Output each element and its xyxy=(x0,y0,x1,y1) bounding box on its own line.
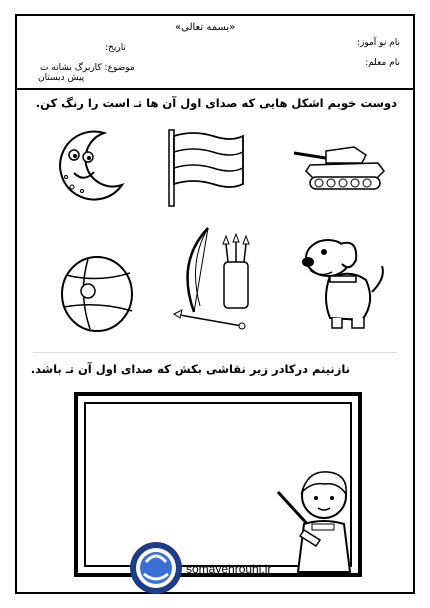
crescent-moon-icon[interactable] xyxy=(52,125,132,205)
topic-level: پیش دبستان xyxy=(38,73,85,83)
section-divider xyxy=(33,352,397,353)
tank-icon[interactable] xyxy=(292,135,388,195)
page-title: «بسمه تعالی» xyxy=(175,22,236,33)
site-watermark: somayehrouhi.ir xyxy=(186,562,272,576)
bow-and-arrows-icon[interactable] xyxy=(168,222,268,334)
student-name-label: نام نو آموز: xyxy=(356,38,400,48)
dog-icon[interactable] xyxy=(292,222,392,334)
boy-teacher-icon xyxy=(268,452,368,592)
date-label: تاریخ: xyxy=(105,43,126,53)
teacher-name-label: نام معلم: xyxy=(365,58,400,68)
header-divider xyxy=(15,88,415,90)
instruction-draw: نازنینم درکادر زیر نقاشی بکش که صدای اول آن تـ باشد. xyxy=(30,362,350,376)
flag-icon[interactable] xyxy=(163,128,249,208)
instruction-color: دوست خوبم اشکل هایی که صدای اول آن ها تـ است را رنگ کن. xyxy=(35,96,397,110)
beach-ball-icon[interactable] xyxy=(58,253,136,335)
site-logo xyxy=(128,540,184,596)
topic-label: موضوع: کاربرگ نشانه ت xyxy=(40,63,135,73)
